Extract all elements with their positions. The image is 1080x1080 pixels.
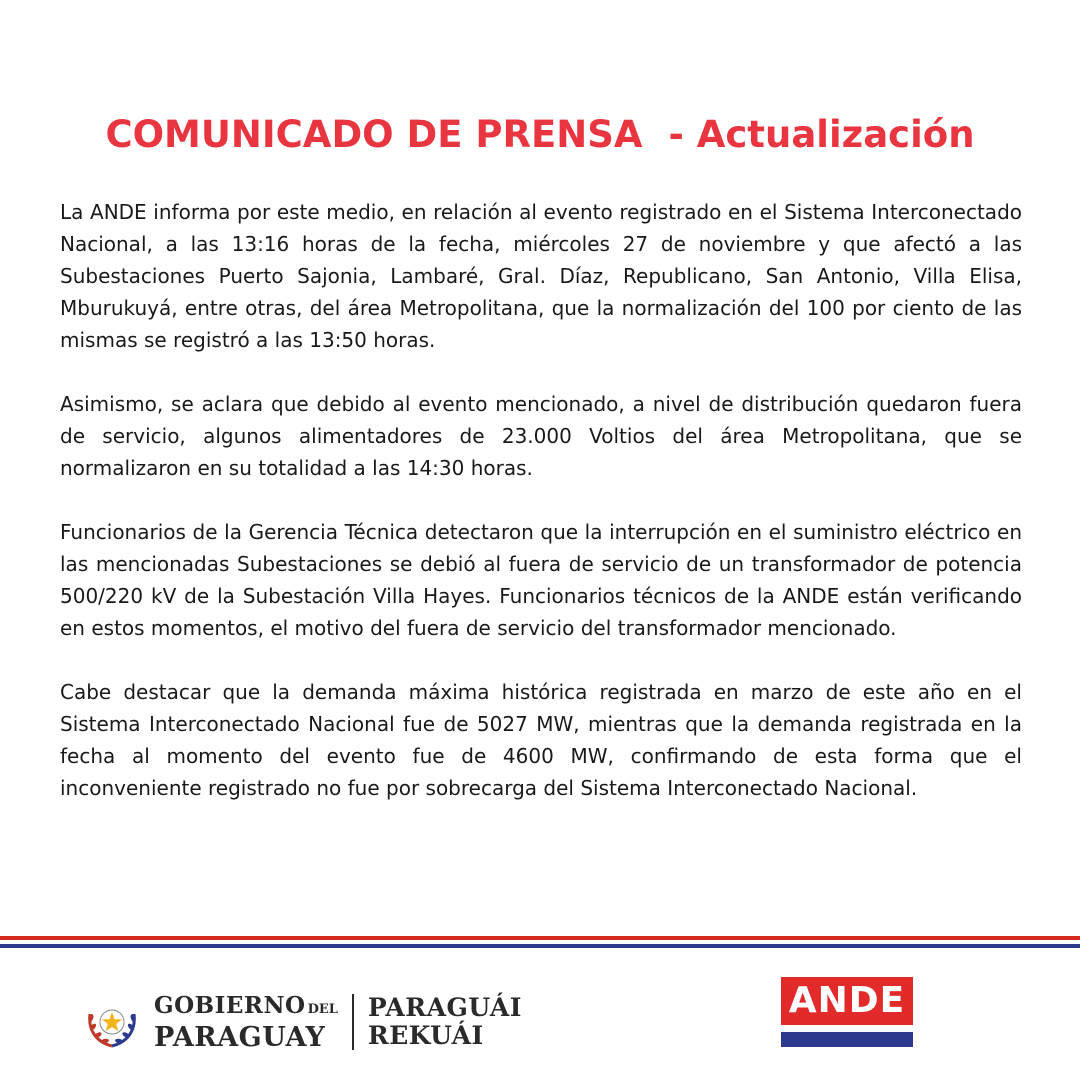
slogan-line1: PARAGUÁI [367,993,522,1022]
paragraph-4: Cabe destacar que la demanda máxima histórica registrada en marzo de este año en el Sistema Interconectado Nacional fue de 5027 MW, mientras que la demanda registrada en la fecha al momento del evento fue de 4600 MW, confirmando de esta forma que el inconveniente registrado no fue por sobrecarga del Sistema Interconectado Nacional. [60,680,1022,800]
ande-logo-bar [781,1032,913,1047]
press-release-body [60,196,1022,836]
blue-stripe [0,944,1080,948]
gov-name-line1 [154,992,338,1024]
ande-logo [781,977,913,1047]
paraguay-seal-icon [82,992,142,1052]
title-sub: - Actualización [668,113,975,156]
ande-logo-text: ANDE [781,977,913,1025]
gov-word-del: DEL [307,1002,338,1017]
ande-logo-gap [781,1025,913,1032]
title-main: COMUNICADO DE PRENSA [105,113,643,156]
government-logo [82,990,522,1054]
logo-divider [352,994,354,1050]
paragraph-3: Funcionarios de la Gerencia Técnica detectaron que la interrupción en el suministro eléctrico en las mencionadas Subestaciones se debió al fuera de servicio de un transformador de potencia 500/220 kV de la Subestación Villa Hayes. Funcionarios técnicos de la ANDE están verificando en estos momentos, el motivo del fuera de servicio del transformador mencionado. [60,520,1022,640]
slogan-line2: REKUÁI [367,1021,484,1050]
gov-word-gobierno: GOBIERNO [154,992,306,1019]
flag-stripes-divider [0,936,1080,948]
paragraph-2: Asimismo, se aclara que debido al evento mencionado, a nivel de distribución quedaron fuera de servicio, algunos alimentadores de 23.000 Voltios del área Metropolitana, que se normalizaron en su totalidad a las 14:30 horas. [60,392,1022,480]
gov-name [154,992,338,1052]
paragraph-1: La ANDE informa por este medio, en relación al evento registrado en el Sistema Interconectado Nacional, a las 13:16 horas de la fecha, miércoles 27 de noviembre y que afectó a las Subestaciones Puerto Sajonia, Lambaré, Gral. Díaz, Republicano, San Antonio, Villa Elisa, Mburukuyá, entre otras, del área Metropolitana, que la normalización del 100 por ciento de las mismas se registró a las 13:50 horas. [60,200,1022,352]
gov-word-paraguay: PARAGUAY [154,1022,326,1053]
gov-slogan [368,994,522,1050]
press-release-title [0,108,1080,162]
